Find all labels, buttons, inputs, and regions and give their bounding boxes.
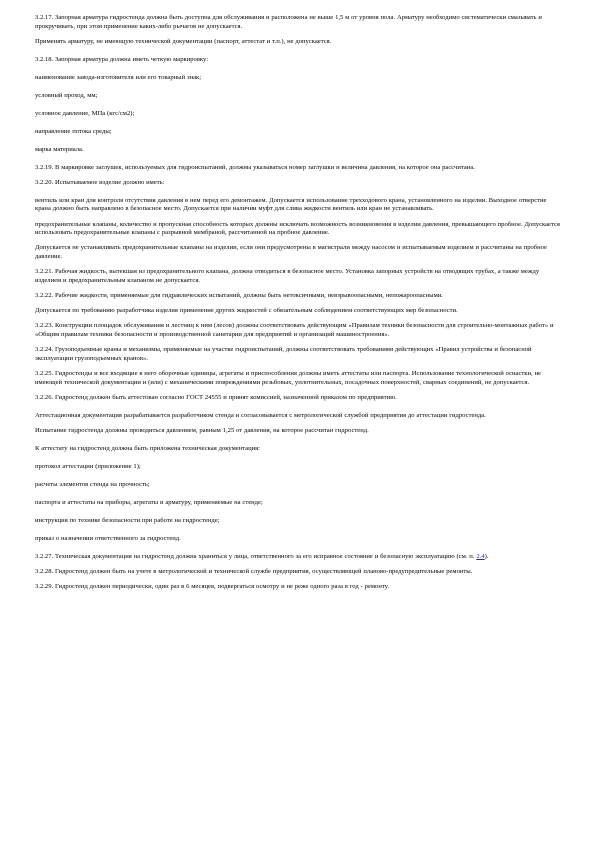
paragraph-armature-docs: Применять арматуру, не имеющую технической документации (паспорт, аттестат и т.п.), не допускается.	[35, 37, 332, 45]
list-item-nominal-pressure: условное давление, МПа (кгс/см2);	[35, 109, 135, 117]
paragraph-3-2-25: 3.2.25. Гидростенды и все входящие в него оборочные единицы, агрегаты и приспособления должны иметь аттестаты или паспорта. Использование технологической оснастки, не имеющей технической документации и (или) с механическими повреждениями резьбовых, уплотнительных, посадочных поверхностей, сварных соединений, не допускается.	[35, 369, 541, 386]
paragraph-3-2-29: 3.2.29. Гидростенд должен периодически, один раз в 6 месяцев, подвергаться осмотру и не реже одного раза в год - ремонту.	[35, 583, 389, 591]
reference-link-2-4[interactable]: 2.4	[476, 552, 485, 560]
list-item-order: приказ о назначении ответственного за гидростенд.	[35, 534, 181, 542]
paragraph-3-2-24: 3.2.24. Грузоподъемные краны и механизмы, применяемые на участке гидроиспытаний, должны соответствовать требованиям действующих «Правил устройства и безопасной эксплуатации грузоподъемных кранов».	[35, 346, 532, 362]
paragraph-3-2-21: 3.2.21. Рабочая жидкость, вытекшая из предохранительного клапана, должна отводиться в безопасное место. Установка запорных устройств на отводящих трубах, а также между изделием и предохранительным клапаном не допускается.	[35, 268, 540, 284]
list-item-safety-instruction: инструкция по технике безопасности при работе на гидростенде;	[35, 516, 220, 524]
paragraph-attestation-docs: Аттестационная документация разрабатывается разработчиком стенда и согласовывается с метрологической службой предприятия до аттестации гидростенда.	[35, 411, 486, 419]
paragraph-3-2-22: 3.2.22. Рабочие жидкости, применяемые для гидравлических испытаний, должны быть нетоксичными, невзрывоопасными, непожароопасными.	[35, 291, 443, 299]
paragraph-3-2-27-tail: ).	[484, 552, 489, 560]
paragraph-3-2-18: 3.2.18. Запорная арматура должна иметь четкую маркировку:	[35, 55, 209, 63]
list-item-strength-calc: расчеты элементов стенда на прочность;	[35, 480, 150, 488]
paragraph-3-2-17: 3.2.17. Запорная арматура гидростенда должна быть доступна для обслуживания и расположена не выше 1,5 м от уровня пола. Арматуру необходимо систематически смазывать и прокручивать, при этом применение каких-либо рычагов не допускается.	[35, 14, 542, 30]
paragraph-attached-docs: К аттестату на гидростенд должна быть приложена техническая документация:	[35, 444, 261, 452]
list-item-passports: паспорта и аттестаты на приборы, агрегаты и арматуру, применяемые на стенде;	[35, 498, 263, 506]
paragraph-other-liquids: Допускается по требованию разработчика изделия применение других жидкостей с обязательным соблюдением соответствующих мер безопасности.	[35, 307, 458, 315]
list-item-material-grade: марка материала.	[35, 145, 84, 153]
paragraph-3-2-23: 3.2.23. Конструкции площадок обслуживания и лестниц к ним (лесов) должны соответствовать действующим «Правилам техники безопасности для строительно-монтажных работ» и «Общим правилам техники безопасности и производственной санитарии для предприятий и организаций машиностроения».	[35, 322, 554, 338]
paragraph-valve-or-tap: вентиль или кран для контроля отсутствия давления в нем перед его демонтажем. Допускается использование трехходового крана, установленного на изделии. Выходное отверстие крана должно быть направлено в безопасное место. Допускается при наличии муфт для слива жидкости вентиль или кран не устанавливать.	[35, 196, 547, 213]
paragraph-stand-testing: Испытание гидростенда должны проводиться давлением, равным 1,25 от давления, на которое рассчитан гидростенд.	[35, 426, 369, 434]
paragraph-3-2-26: 3.2.26. Гидростенд должен быть аттестован согласно ГОСТ 24555 и принят комиссией, назначенной приказом по предприятию.	[35, 393, 397, 401]
paragraph-3-2-19: 3.2.19. В маркировке заглушек, используемых для гидроиспытаний, должны указываться номер заглушки и величина давления, на которое она рассчитана.	[35, 163, 475, 171]
paragraph-3-2-27	[35, 553, 563, 562]
paragraph-safety-valves: предохранительные клапаны, количество и пропускная способность которых должны исключать возможность возникновения в изделии давления, превышающего пробное. Допускается использовать предохранительные клапаны с разрывной мембраной, рассчитанной на пробное давление.	[35, 220, 560, 237]
paragraph-3-2-27-text: 3.2.27. Техническая документация на гидростенд должна храниться у лица, ответственного за его исправное состояние и безопасную эксплуатацию (см. п.	[35, 552, 477, 560]
list-item-nominal-bore: условный проход, мм;	[35, 91, 98, 99]
list-item-flow-direction: направление потока среды;	[35, 127, 112, 135]
list-item-manufacturer: наименование завода-изготовителя или его товарный знак;	[35, 73, 202, 81]
paragraph-3-2-28: 3.2.28. Гидростенд должен быть на учете в метрологической и технической службе предприятия, осуществляющей планово-предупредительные ремонты.	[35, 567, 473, 575]
list-item-protocol: протокол аттестации (приложение 1);	[35, 462, 141, 470]
paragraph-valves-optional: Допускается не устанавливать предохранительные клапаны на изделии, если они предусмотрены в магистрали между насосом и испытываемым изделием и рассчитаны на пробное давление.	[35, 244, 547, 260]
paragraph-3-2-20: 3.2.20. Испытываемое изделие должно иметь:	[35, 178, 165, 186]
